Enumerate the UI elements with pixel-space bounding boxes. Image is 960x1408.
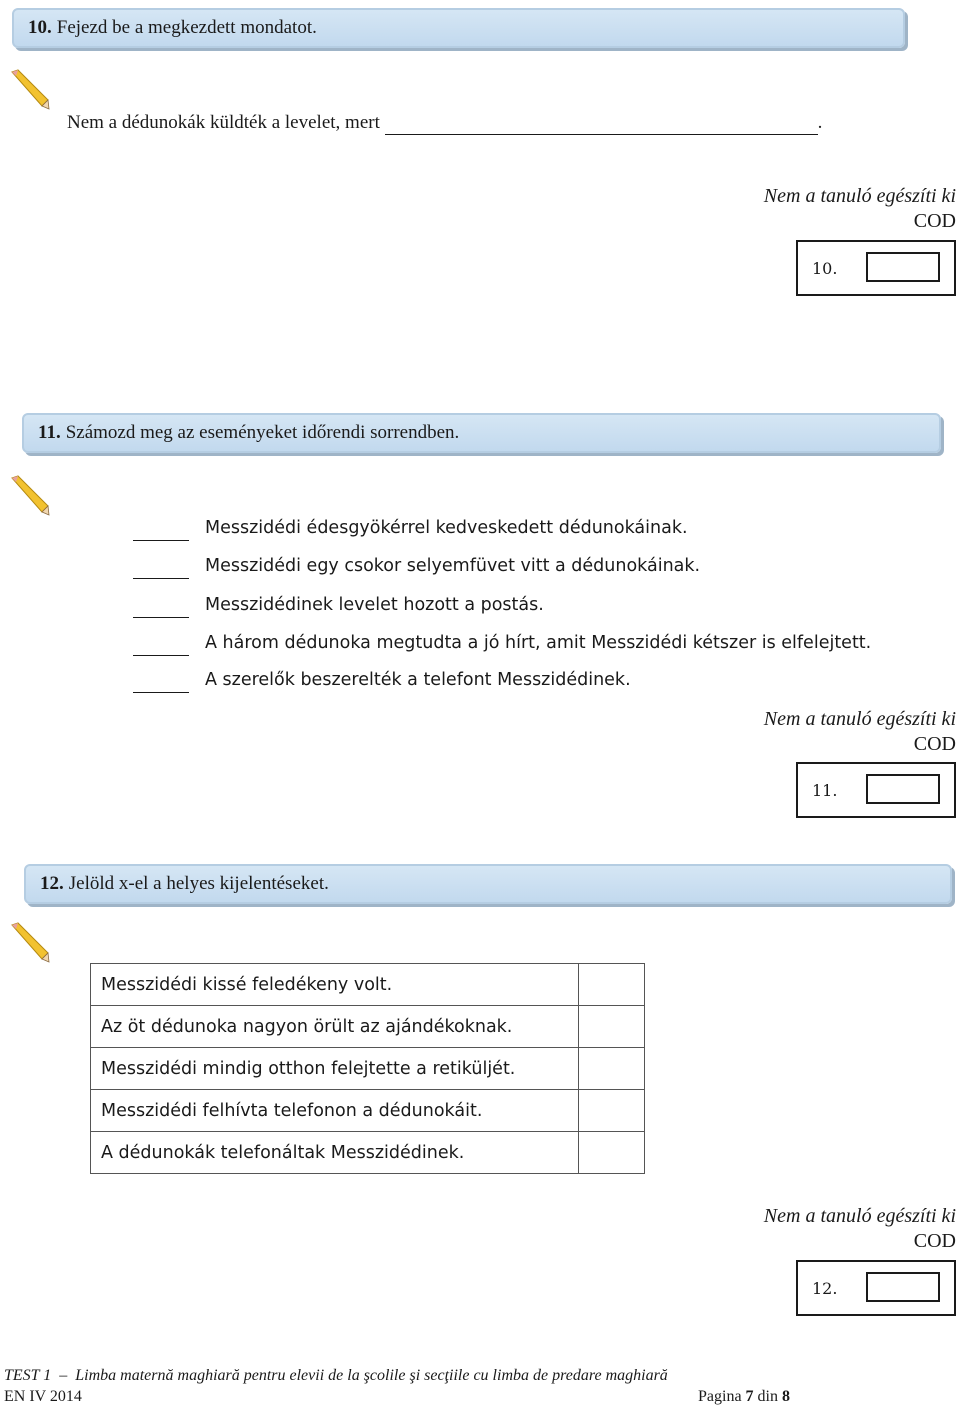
event-item: A szerelők beszerelték a telefont Messzidédinek. bbox=[205, 670, 631, 690]
table-row bbox=[91, 1048, 645, 1090]
score-box-12 bbox=[796, 1260, 956, 1316]
page-indicator bbox=[698, 1388, 790, 1406]
footer-line-2 bbox=[4, 1388, 790, 1406]
table-row bbox=[91, 964, 645, 1006]
page-current: 7 bbox=[745, 1388, 754, 1405]
statement-text: Az öt dédunoka nagyon örült az ajándékoknak. bbox=[91, 1006, 579, 1048]
grader-note-text: Nem a tanuló egészíti ki bbox=[763, 708, 956, 730]
statements-table bbox=[90, 963, 645, 1174]
statement-text: Messzidédi kissé feledékeny volt. bbox=[91, 964, 579, 1006]
order-blank[interactable] bbox=[133, 655, 189, 656]
answer-checkbox[interactable] bbox=[579, 1132, 645, 1174]
page-mid: din bbox=[757, 1388, 778, 1405]
footer-subject: Limba maternă maghiară pentru elevii de la şcolile şi secţiile cu limba de predare maghiară bbox=[75, 1367, 668, 1384]
q10-number: 10. bbox=[28, 17, 52, 38]
q10-sentence bbox=[67, 112, 822, 135]
pencil-icon bbox=[8, 474, 50, 516]
q12-number: 12. bbox=[40, 873, 64, 894]
table-row bbox=[91, 1006, 645, 1048]
grader-note-text: Nem a tanuló egészíti ki bbox=[763, 185, 956, 207]
statement-text: Messzidédi mindig otthon felejtette a retiküljét. bbox=[91, 1048, 579, 1090]
q10-header bbox=[12, 8, 905, 48]
answer-checkbox[interactable] bbox=[579, 964, 645, 1006]
score-box-number: 12. bbox=[812, 1279, 838, 1298]
q12-header bbox=[24, 864, 952, 904]
page-total: 8 bbox=[782, 1388, 790, 1405]
q10-sentence-start: Nem a dédunokák küldték a levelet, mert bbox=[67, 112, 380, 133]
answer-checkbox[interactable] bbox=[579, 1090, 645, 1132]
event-item: Messzidédi egy csokor selyemfüvet vitt a dédunokáinak. bbox=[205, 556, 701, 576]
q10-sentence-end: . bbox=[817, 112, 823, 133]
table-row bbox=[91, 1090, 645, 1132]
score-box-number: 10. bbox=[812, 259, 838, 278]
q10-instruction: Fejezd be a megkezdett mondatot. bbox=[56, 17, 317, 38]
q12-instruction: Jelöld x-el a helyes kijelentéseket. bbox=[68, 873, 329, 894]
score-field[interactable] bbox=[866, 1272, 940, 1302]
order-blank[interactable] bbox=[133, 692, 189, 693]
footer-code: EN IV 2014 bbox=[4, 1388, 82, 1405]
grader-cod-label: COD bbox=[913, 1230, 956, 1252]
score-box-number: 11. bbox=[812, 781, 838, 800]
footer-line-1 bbox=[4, 1367, 668, 1385]
grader-cod-label: COD bbox=[913, 733, 956, 755]
score-box-11 bbox=[796, 762, 956, 818]
score-box-10 bbox=[796, 240, 956, 296]
table-row bbox=[91, 1132, 645, 1174]
event-item: Messzidédinek levelet hozott a postás. bbox=[205, 595, 544, 615]
grader-note-10 bbox=[764, 184, 956, 234]
q11-header bbox=[22, 413, 941, 453]
grader-note-11 bbox=[764, 707, 956, 757]
grader-note-text: Nem a tanuló egészíti ki bbox=[763, 1205, 956, 1227]
event-item: Messzidédi édesgyökérrel kedveskedett dédunokáinak. bbox=[205, 518, 688, 538]
footer-test: TEST 1 bbox=[4, 1367, 52, 1384]
event-item: A három dédunoka megtudta a jó hírt, amit Messzidédi kétszer is elfelejtett. bbox=[205, 633, 872, 653]
grader-cod-label: COD bbox=[913, 210, 956, 232]
score-field[interactable] bbox=[866, 252, 940, 282]
statement-text: A dédunokák telefonáltak Messzidédinek. bbox=[91, 1132, 579, 1174]
order-blank[interactable] bbox=[133, 578, 189, 579]
grader-note-12 bbox=[764, 1204, 956, 1254]
q11-instruction: Számozd meg az eseményeket időrendi sorrendben. bbox=[65, 422, 460, 443]
order-blank[interactable] bbox=[133, 540, 189, 541]
pencil-icon bbox=[8, 921, 50, 963]
q10-answer-line[interactable] bbox=[385, 112, 818, 135]
page-prefix: Pagina bbox=[698, 1388, 742, 1405]
pencil-icon bbox=[8, 68, 50, 110]
statement-text: Messzidédi felhívta telefonon a dédunokáit. bbox=[91, 1090, 579, 1132]
q11-number: 11. bbox=[38, 422, 61, 443]
answer-checkbox[interactable] bbox=[579, 1048, 645, 1090]
footer-dash: – bbox=[59, 1367, 68, 1384]
order-blank[interactable] bbox=[133, 617, 189, 618]
score-field[interactable] bbox=[866, 774, 940, 804]
answer-checkbox[interactable] bbox=[579, 1006, 645, 1048]
